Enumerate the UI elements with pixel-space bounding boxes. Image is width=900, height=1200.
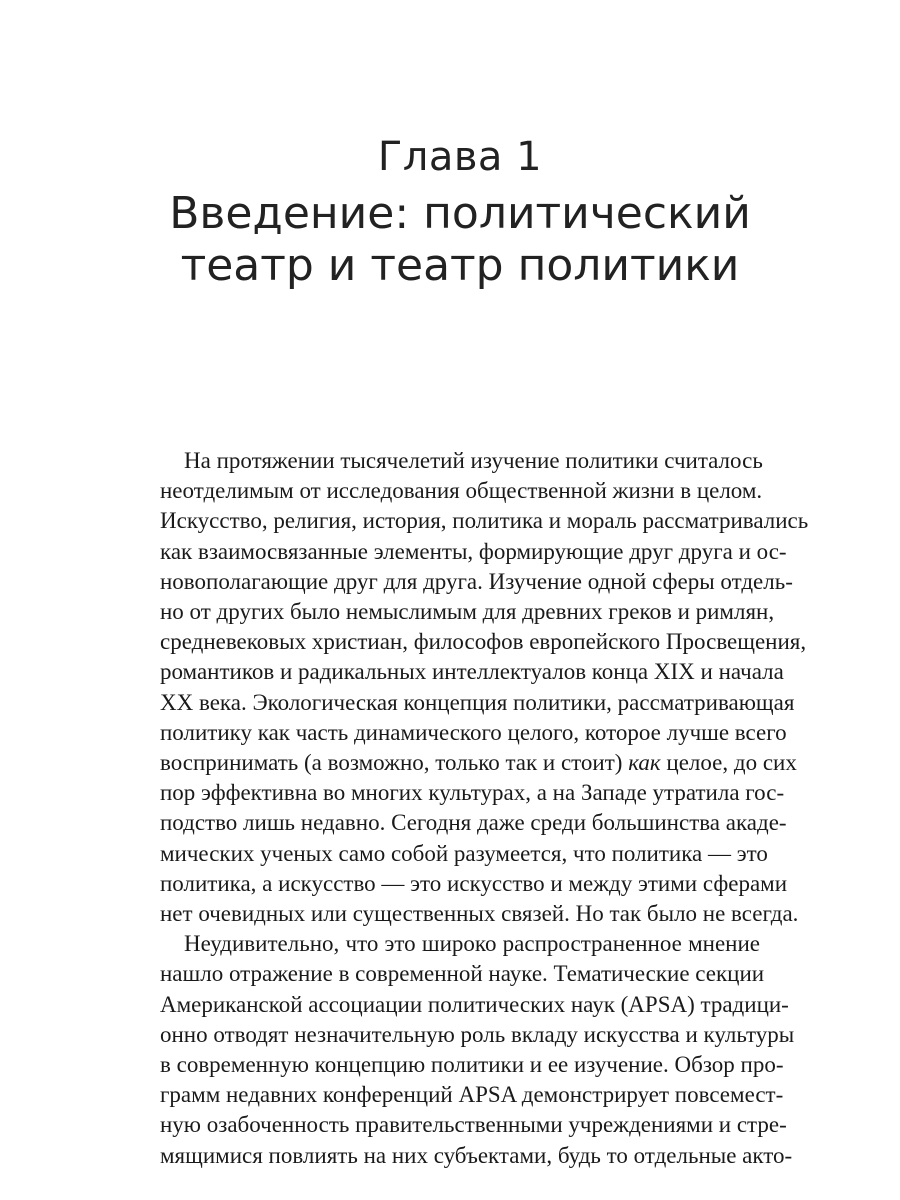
text-line: грамм недавних конференций APSA демонстрирует повсемест- (160, 1082, 784, 1108)
text-line: мящимися повлиять на них субъектами, будь то отдельные акто- (160, 1142, 793, 1168)
text-line: неотделимым от исследования общественной жизни в целом. (160, 478, 763, 504)
text-line: подство лишь недавно. Сегодня даже среди большинства акаде- (160, 810, 787, 836)
text-line: новополагающие друг для друга. Изучение одной сферы отдель- (160, 568, 793, 594)
text-line: но от других было немыслимым для древних греков и римлян, (160, 599, 775, 625)
text-line: онно отводят незначительную роль вкладу искусства и культуры (160, 1021, 795, 1047)
text-line: мических ученых само собой разумеется, что политика — это (160, 840, 768, 866)
body-text (160, 446, 809, 1171)
text-line: Американской ассоциации политических наук (APSA) традици- (160, 991, 789, 1017)
paragraph-2 (160, 929, 795, 1171)
text-line: романтиков и радикальных интеллектуалов конца XIX и начала (160, 659, 784, 685)
text-line: На протяжении тысячелетий изучение политики считалось (184, 448, 763, 473)
text-line: нет очевидных или существенных связей. Но так было не всегда. (160, 901, 799, 927)
chapter-title (160, 188, 760, 292)
text-line: воспринимать (а возможно, только так и стоит) как целое, до сих (160, 750, 797, 776)
text-line: Искусство, религия, история, политика и мораль рассматривались (160, 508, 809, 534)
text-line: ную озабоченность правительственными учреждениями и стре- (160, 1112, 787, 1138)
text-line: Неудивительно, что это широко распространенное мнение (184, 931, 760, 957)
chapter-number: Глава 1 (377, 134, 543, 180)
text-line: пор эффективна во многих культурах, а на Западе утратила гос- (160, 780, 785, 806)
text-line: как взаимосвязанные элементы, формирующие друг друга и ос- (160, 538, 787, 564)
chapter-title-line-2: театр и театр политики (180, 240, 740, 291)
text-line: политика, а искусство — это искусство и между этими сферами (160, 870, 788, 896)
text-line: XX века. Экологическая концепция политики, рассматривающая (160, 689, 795, 715)
text-line: нашло отражение в современной науке. Тематические секции (160, 961, 765, 987)
text-line: средневековых христиан, философов европейского Просвещения, (160, 629, 807, 655)
text-line: в современную концепцию политики и ее изучение. Обзор про- (160, 1052, 784, 1078)
chapter-title-line-1: Введение: политический (169, 188, 751, 239)
text-line: политику как часть динамического целого, которое лучше всего (160, 719, 787, 745)
paragraph-1 (160, 446, 809, 929)
